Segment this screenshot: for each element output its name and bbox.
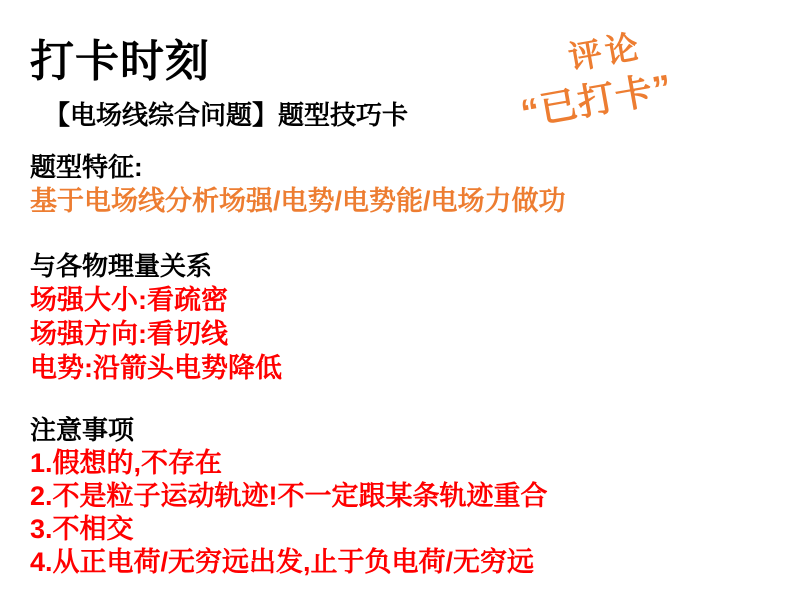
page-title: 打卡时刻 bbox=[30, 37, 210, 86]
section-relations-heading: 与各物理量关系 bbox=[30, 251, 213, 281]
note-line: 3.不相交 bbox=[30, 514, 134, 544]
section-important-notes bbox=[30, 414, 783, 579]
checkin-comment-stamp bbox=[462, 13, 724, 146]
relation-line: 场强大小:看疏密 bbox=[30, 285, 228, 315]
relation-line: 场强方向:看切线 bbox=[30, 319, 228, 349]
stamp-checked-in-text: “已打卡” bbox=[517, 66, 676, 134]
section-quantity-relations bbox=[30, 249, 783, 385]
section-question-features bbox=[30, 150, 783, 218]
stamp-comment-label: 评论 bbox=[565, 27, 646, 77]
section-notes-heading: 注意事项 bbox=[30, 415, 135, 445]
subtitle: 【电场线综合问题】题型技巧卡 bbox=[44, 100, 409, 130]
note-line: 2.不是粒子运动轨迹!不一定跟某条轨迹重合 bbox=[30, 481, 548, 511]
note-line: 1.假想的,不存在 bbox=[30, 448, 223, 478]
note-line: 4.从正电荷/无穷远出发,止于负电荷/无穷远 bbox=[30, 547, 535, 577]
relation-line: 电势:沿箭头电势降低 bbox=[30, 353, 282, 383]
section-features-heading: 题型特征: bbox=[30, 152, 143, 182]
section-features-body: 基于电场线分析场强/电势/电势能/电场力做功 bbox=[30, 186, 566, 216]
